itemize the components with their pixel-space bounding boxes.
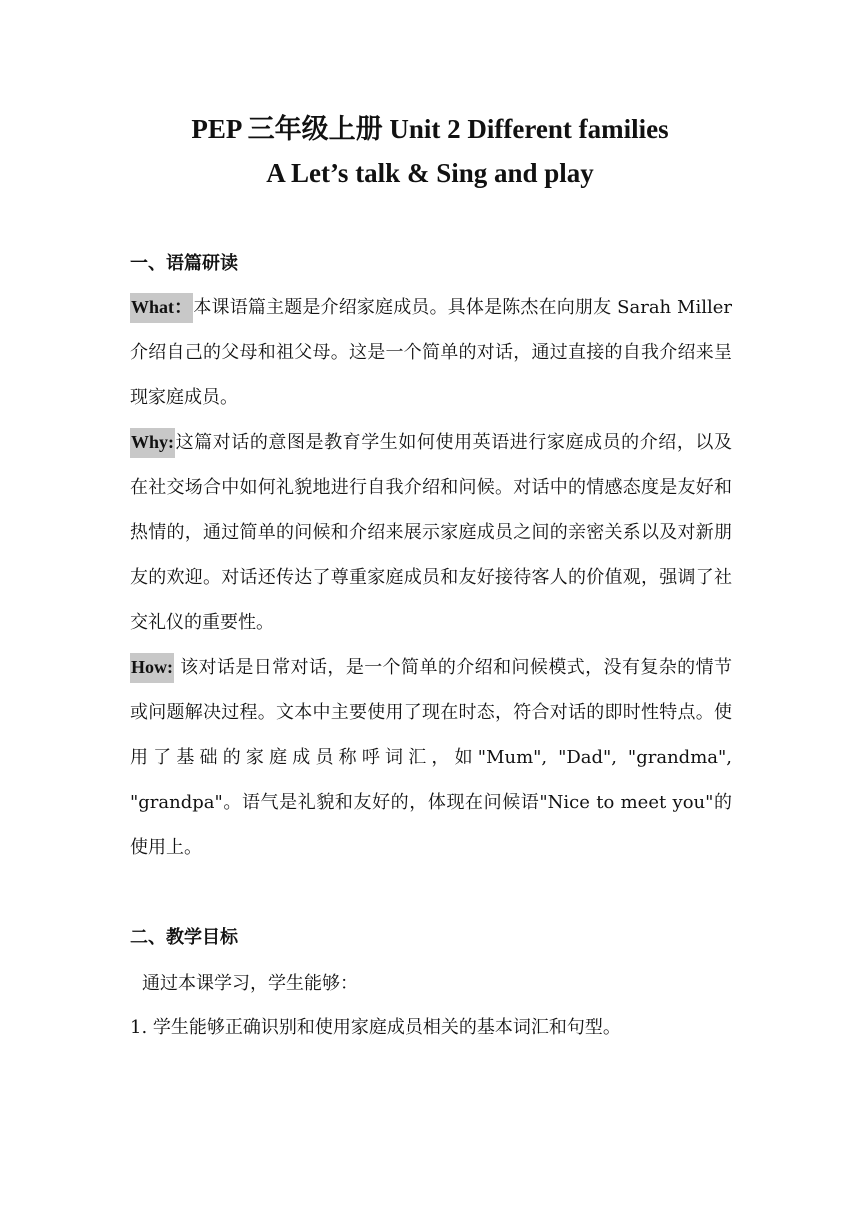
- section-heading-teaching-goals: 二、教学目标: [130, 927, 238, 948]
- document-title-line-1: PEP 三年级上册 Unit 2 Different families: [191, 114, 669, 144]
- why-label: Why:: [130, 428, 175, 458]
- what-text: 本课语篇主题是介绍家庭成员。具体是陈杰在向朋友 Sarah Miller 介绍自己的父母和祖父母。这是一个简单的对话，通过直接的自我介绍来呈现家庭成员。: [130, 297, 733, 408]
- document-title-line-2: A Let’s talk & Sing and play: [266, 158, 594, 188]
- how-label: How:: [130, 653, 174, 683]
- why-paragraph: [130, 420, 732, 645]
- why-text: 这篇对话的意图是教育学生如何使用英语进行家庭成员的介绍，以及在社交场合中如何礼貌地进行自我介绍和问候。对话中的情感态度是友好和热情的，通过简单的问候和介绍来展示家庭成员之间的亲密关系以及对新朋友的欢迎。对话还传达了尊重家庭成员和友好接待客人的价值观，强调了社交礼仪的重要性。: [130, 432, 732, 633]
- what-paragraph: [130, 285, 732, 420]
- goals-intro: 通过本课学习，学生能够：: [142, 973, 358, 994]
- how-text: 该对话是日常对话，是一个简单的介绍和问候模式，没有复杂的情节或问题解决过程。文本中主要使用了现在时态，符合对话的即时性特点。使用了基础的家庭成员称呼词汇，如"Mum", "Dad", "grandma", "grandpa"。语气是礼貌和友好的，体现在问候语"Nice to meet you"的使用上。: [130, 657, 732, 858]
- what-label: What：: [130, 293, 193, 323]
- section-heading-text-analysis: 一、语篇研读: [130, 253, 238, 274]
- goal-item-1: 1. 学生能够正确识别和使用家庭成员相关的基本词汇和句型。: [130, 1017, 621, 1038]
- how-paragraph: [130, 645, 732, 870]
